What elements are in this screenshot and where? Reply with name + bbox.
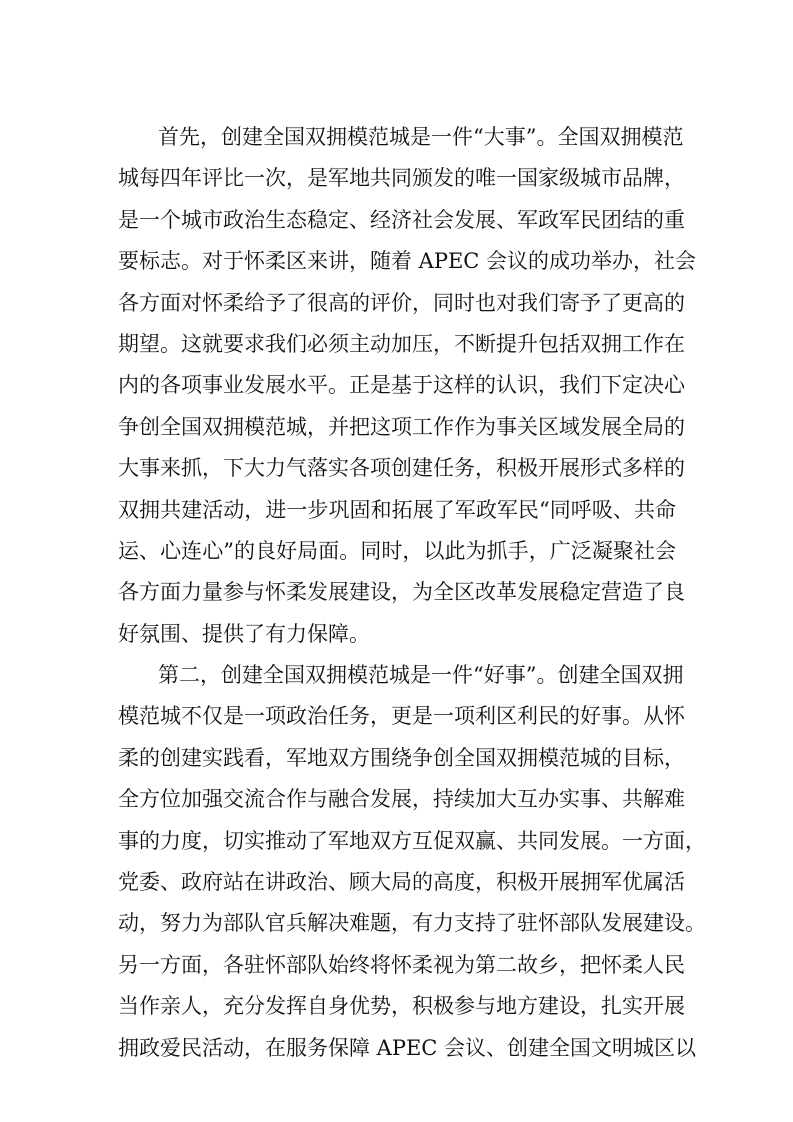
text-line: 要标志。对于怀柔区来讲，随着 APEC 会议的成功举办，社会 [118,249,697,274]
text-line: 城每四年评比一次，是军地共同颁发的唯一国家级城市品牌， [118,166,685,191]
text-line: 争创全国双拥模范城，并把这项工作作为事关区域发展全局的 [118,414,685,439]
text-line: 动，努力为部队官兵解决难题，有力支持了驻怀部队发展建设。 [118,911,706,936]
text-line: 拥政爱民活动，在服务保障 APEC 会议、创建全国文明城区以 [118,1035,697,1060]
text-line: 柔的创建实践看，军地双方围绕争创全国双拥模范城的目标， [118,745,685,770]
text-line: 好氛围、提供了有力保障。 [118,621,370,646]
text-line: 全方位加强交流合作与融合发展，持续加大互办实事、共解难 [118,787,685,812]
text-line: 另一方面，各驻怀部队始终将怀柔视为第二故乡，把怀柔人民 [118,952,685,977]
text-line: 是一个城市政治生态稳定、经济社会发展、军政军民团结的重 [118,207,685,232]
paragraph-2 [118,655,706,1069]
text-line: 当作亲人，充分发挥自身优势，积极参与地方建设，扎实开展 [118,994,685,1019]
text-line: 党委、政府站在讲政治、顾大局的高度，积极开展拥军优属活 [118,870,685,895]
text-line: 内的各项事业发展水平。正是基于这样的认识，我们下定决心 [118,373,685,398]
text-line: 双拥共建活动，进一步巩固和拓展了军政军民“同呼吸、共命 [118,497,676,522]
document-page [118,117,706,1069]
text-line: 运、心连心”的良好局面。同时，以此为抓手，广泛凝聚社会 [118,538,676,563]
text-line: 首先，创建全国双拥模范城是一件“大事”。全国双拥模范 [158,125,684,149]
text-line: 第二，创建全国双拥模范城是一件“好事”。创建全国双拥 [158,663,684,688]
text-line: 各方面力量参与怀柔发展建设，为全区改革发展稳定营造了良 [118,580,685,605]
text-line: 事的力度，切实推动了军地双方互促双赢、共同发展。一方面， [118,828,706,853]
paragraph-1 [118,117,697,655]
text-line: 大事来抓，下大力气落实各项创建任务，积极开展形式多样的 [118,456,685,481]
text-line: 模范城不仅是一项政治任务，更是一项利区利民的好事。从怀 [118,704,685,729]
text-line: 期望。这就要求我们必须主动加压，不断提升包括双拥工作在 [118,331,685,356]
text-line: 各方面对怀柔给予了很高的评价，同时也对我们寄予了更高的 [118,290,685,315]
